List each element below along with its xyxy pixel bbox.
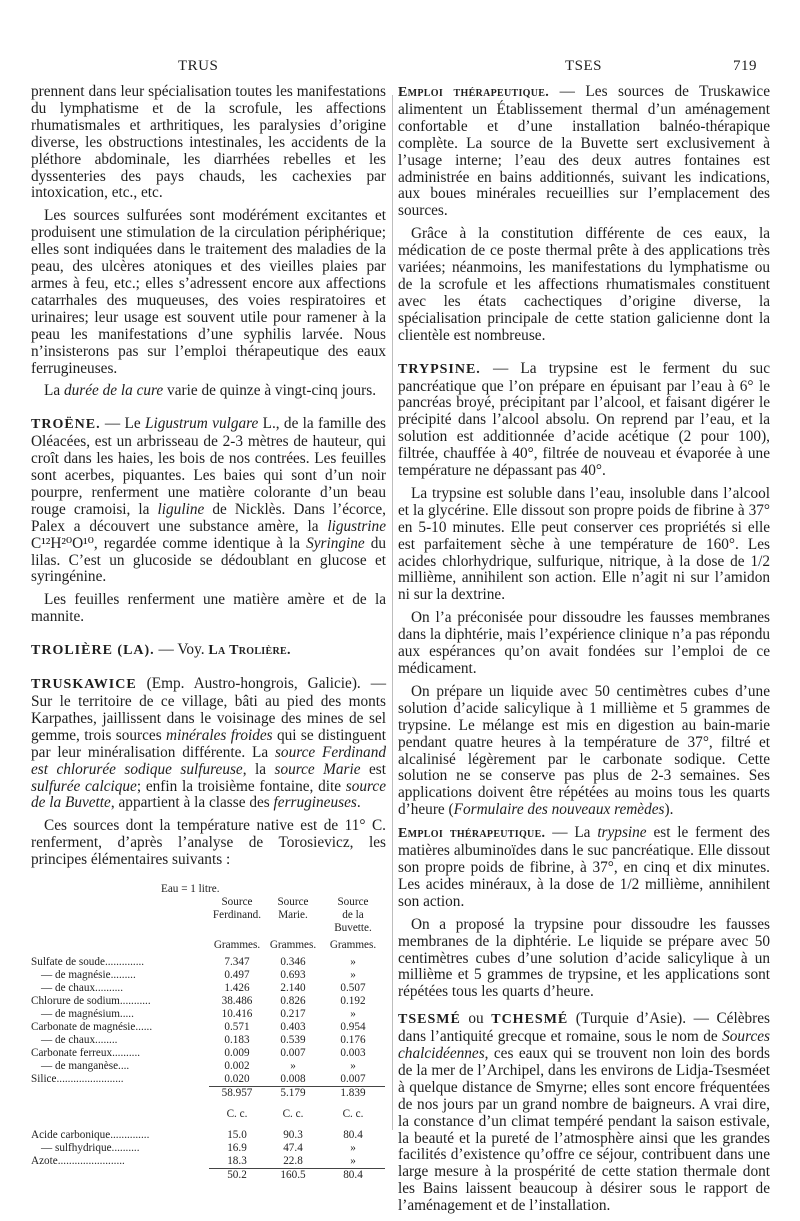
unit-row: C. c. C. c. C. c.: [226, 1108, 364, 1121]
row-label: — sulfhydrique..........: [41, 1142, 140, 1155]
subheading: Emploi thérapeutique.: [398, 85, 550, 100]
mineral-analysis-table: [31, 883, 386, 1182]
right-column: [398, 84, 770, 1221]
headword: TROËNE.: [31, 417, 101, 433]
table-cell: 18.3: [227, 1155, 247, 1168]
table-cell: »: [350, 969, 356, 982]
entry-truskawice: TRUSKAWICE (Emp. Austro-hongrois, Galicie). — Sur le territoire de ce village, bâti au pied des monts Karpathes, jaillissent dans le voisinage des mines de sel gemme, trois sources minérales froides qui se distinguent par leur minéralisation différente. La source Ferdinand est chlorurée sodique sulfureuse, la source Marie est sulfurée calcique; enfin la troisième fontaine, dite source de la Buvette, appartient à la classe des ferrugineuses.: [31, 675, 387, 812]
entry-trypsine: TRYPSINE. — La trypsine est le ferment du suc pancréatique que l’on prépare en épuisant par l’eau à 6° le pancréas broyé, précipitant par l’alcool, et faisant digérer le précipité dans l’alcool absolu. On reprend par l’eau, et la solution est additionnée d’acide acétique (2 pour 100), filtrée, chauffée à 40°, filtrée de nouveau et évaporée à une température ne dépassant pas 40°.: [398, 359, 770, 480]
column-divider: [392, 95, 393, 1130]
table-cell: 0.009: [224, 1047, 250, 1060]
running-head-left: TRUS: [178, 58, 219, 74]
table-row: [31, 1021, 386, 1034]
table-cell: 10.416: [221, 1008, 253, 1021]
headword: TCHESMÉ: [491, 1012, 569, 1028]
paragraph: Ces sources dont la température native est de 11° C. renferment, d’après l’analyse de Torosievicz, les principes élémentaires suivants :: [31, 817, 386, 869]
table-row: [31, 1047, 386, 1060]
row-label: Carbonate de magnésie......: [31, 1021, 153, 1034]
total-row: 58.957 5.179 1.839: [31, 1086, 386, 1100]
table-cell: 0.497: [224, 969, 250, 982]
table-cell: 38.486: [221, 995, 253, 1008]
table-cell: 0.693: [280, 969, 306, 982]
paragraph: Les sources sulfurées sont modérément excitantes et produisent une stimulation de la circulation périphérique; elles sont indiquées dans le traitement des maladies de la peau, des ulcères atoniques et des vieilles plaies par armes à feu, etc.; elles s’adressent encore aux affections catarrhales des muqueuses, des voies respiratoires et urinaires; leur usage est souvent utile pour ramener à la peau les manifestations d’une syphilis larvée. Nous n’insisterons pas sur l’emploi thérapeutique des eaux ferrugineuses.: [31, 207, 386, 377]
table-cell: »: [350, 1155, 356, 1168]
column-header: Source de la Buvette.: [334, 896, 372, 935]
table-cell: 1.426: [224, 982, 250, 995]
paragraph: Emploi thérapeutique. — La trypsine est le ferment des matières albuminoïdes dans le suc pancréatique. Elle dissout son propre poids de fibrine, à 37°, en cinq et dix minutes. Les acides minéraux, à la dose de 1/2 millième, annihilent son action.: [398, 824, 770, 910]
subheading: Emploi thérapeutique.: [398, 826, 546, 842]
page-number: 719: [733, 58, 757, 74]
row-label: Acide carbonique..............: [31, 1129, 150, 1142]
table-cell: 90.3: [283, 1129, 303, 1142]
row-label: Chlorure de sodium...........: [31, 995, 151, 1008]
table-cell: 0.403: [280, 1021, 306, 1034]
table-row: [31, 1129, 386, 1142]
paragraph: On prépare un liquide avec 50 centimètres cubes d’une solution d’acide salicylique à 1 millième et 5 grammes de trypsine. Le mélange est mis en digestion au bain-marie pendant quatre heures à la température de 37°, filtré et alcalinisé légèrement par le carbonate sodique. Cette solution ne se conserve pas plus de 2-3 semaines. Ses applications doivent être répétées au moins tous les quarts d’heure (Formulaire des nouveaux remèdes).: [398, 682, 770, 819]
table-row: [31, 1008, 386, 1021]
headword: TRYPSINE.: [398, 361, 481, 377]
table-cell: 0.192: [340, 995, 366, 1008]
table-row: [31, 1155, 386, 1168]
running-head-center: TSES: [565, 58, 603, 74]
headword: TROLIÈRE (LA).: [31, 643, 155, 659]
table-row: [31, 956, 386, 969]
cross-reference: La Trolière.: [208, 643, 291, 659]
table-cell: 0.954: [340, 1021, 366, 1034]
row-label: Silice........................: [31, 1073, 124, 1086]
table-row: [31, 969, 386, 982]
entry-tsesme: TSESMÉ ou TCHESMÉ (Turquie d’Asie). — Célèbres dans l’antiquité grecque et romaine, sous le nom de Sources chalcidéennes, ces eaux qui se trouvent non loin des bords de la mer de l’Archipel, dans les environs de Lidja-Tsesméet à quelque distance de Smyrne; elles sont encore fréquentées de nos jours par un grand nombre de baigneurs. A vrai dire, la constance d’un climat tempéré pendant la saison estivale, la beauté et la pureté de l’atmosphère ainsi que les grandes facilités d’existence qu’offre ce séjour, contribuent dans une large mesure à la prospérité de cette station thermale dont les Bains laissent beaucoup à désirer sous le rapport de l’aménagement et de l’installation.: [398, 1010, 770, 1215]
entry-troene: TROËNE. — Le Ligustrum vulgare L., de la famille des Oléacées, est un arbrisseau de 2-3 mètres de hauteur, qui croît dans les haies, les bois de nos contrées. Les feuilles sont acerbes, piquantes. Les baies qui sont d’un noir pourpre, renferment une matière colorante d’un beau rouge cramoisi, la liguline de Nicklès. Dans l’écorce, Palex a découvert une substance amère, la ligustrine C¹²H²⁰O¹⁰, regardée comme identique à la Syringine du lilas. C’est un glucoside se dédoublant en glucose et syringénine.: [31, 415, 387, 586]
total-row: 50.2 160.5 80.4: [31, 1168, 386, 1182]
table-header-row: [31, 896, 386, 935]
table-row: [31, 1034, 386, 1047]
column-header: Source Marie.: [277, 896, 309, 922]
table-cell: 15.0: [227, 1129, 247, 1142]
paragraph: On l’a préconisée pour dissoudre les fausses membranes dans la diphtérie, mais l’expérience clinique n’a pas répondu aux espérances qu’on avait fondées sur l’emploi de ce médicament.: [398, 609, 770, 677]
table-cell: 0.507: [340, 982, 366, 995]
unit-row: Grammes. Grammes. Grammes.: [213, 939, 377, 952]
table-cell: 0.176: [340, 1034, 366, 1047]
table-cell: 2.140: [280, 982, 306, 995]
table-cell: 0.003: [340, 1047, 366, 1060]
table-row: [31, 982, 386, 995]
table-cell: 0.826: [280, 995, 306, 1008]
table-row: [31, 995, 386, 1008]
paragraph: Les feuilles renferment une matière amère et de la mannite.: [31, 591, 386, 626]
row-label: — de chaux........: [41, 1034, 118, 1047]
column-header: Source Ferdinand.: [212, 896, 262, 922]
table-cell: 0.346: [280, 956, 306, 969]
paragraph: Emploi thérapeutique. — Les sources de Truskawice alimentent un Établissement thermal d’un aménagement confortable et d’une installation balnéo-thérapique complète. La source de la Buvette sert exclusivement à l’usage interne; l’eau des deux autres fontaines est administrée en bains additionnés, suivant les indications, aux boues minérales recueillies sur l’emplacement des sources.: [398, 83, 770, 220]
table-cell: »: [350, 956, 356, 969]
row-label: — de manganèse....: [41, 1060, 130, 1073]
table-cell: 0.539: [280, 1034, 306, 1047]
table-cell: 16.9: [227, 1142, 247, 1155]
row-label: Sulfate de soude..............: [31, 956, 145, 969]
table-cell: 0.020: [224, 1073, 250, 1086]
table-cell: 0.008: [280, 1073, 306, 1086]
table-cell: 0.571: [224, 1021, 250, 1034]
paragraph: prennent dans leur spécialisation toutes les manifestations du lymphatisme et de la scrofule, les affections rhumatismales et arthritiques, les paralysies d’origine diverse, les obstructions intestinales, les accidents de la pléthore abdominale, les diarrhées rebelles et les dyssenteries des pays chauds, les cachexies par intoxication, etc., etc.: [31, 83, 386, 202]
row-label: Azote........................: [31, 1155, 125, 1168]
paragraph: La durée de la cure varie de quinze à vingt-cinq jours.: [44, 382, 377, 400]
table-cell: 0.217: [280, 1008, 306, 1021]
table-cell: »: [290, 1060, 296, 1073]
headword: TRUSKAWICE: [31, 677, 137, 693]
table-cell: 0.007: [340, 1073, 366, 1086]
row-label: Carbonate ferreux..........: [31, 1047, 141, 1060]
row-label: — de magnésium.....: [41, 1008, 134, 1021]
headword: TSESMÉ: [398, 1012, 461, 1028]
table-cell: 0.007: [280, 1047, 306, 1060]
entry-troliere: TROLIÈRE (LA). — Voy. La Trolière.: [31, 641, 291, 659]
table-cell: 7.347: [224, 956, 250, 969]
table-cell: 22.8: [283, 1155, 303, 1168]
table-cell: »: [350, 1142, 356, 1155]
table-cell: »: [350, 1008, 356, 1021]
paragraph: La trypsine est soluble dans l’eau, insoluble dans l’alcool et la glycérine. Elle dissout son propre poids de fibrine à 37° en 5-10 minutes. Elle peut conserver ces propriétés si elle est parfaitement sèche à une température de 160°. Les acides chlorhydrique, sulfurique, nitrique, à la dose de 1/2 millième, annihilent son action. Elle n’agit ni sur l’amidon ni sur la dextrine.: [398, 484, 770, 604]
table-row: [31, 1142, 386, 1155]
table-caption: Eau = 1 litre.: [161, 883, 220, 896]
paragraph: On a proposé la trypsine pour dissoudre les fausses membranes de la diphtérie. Le liquide se prépare avec 50 centimètres cubes d’une solution d’acide salicylique à un millième et 5 grammes de trypsine, et les applications sont répétées tous les quarts d’heure.: [398, 915, 770, 1001]
row-label: — de chaux..........: [41, 982, 124, 995]
table-cell: »: [350, 1060, 356, 1073]
table-cell: 0.002: [224, 1060, 250, 1073]
table-row: [31, 1060, 386, 1073]
table-cell: 80.4: [343, 1129, 363, 1142]
table-cell: 47.4: [283, 1142, 303, 1155]
left-column: [31, 84, 386, 1182]
row-label: — de magnésie.........: [41, 969, 136, 982]
table-row: [31, 1073, 386, 1086]
paragraph: Grâce à la constitution différente de ces eaux, la médication de ce poste thermal prête à des applications très variées; néanmoins, les manifestations du lymphatisme ou de la scrofule et les affections rhumatismales constituent avec les états cachectiques d’origine diverse, la spécialisation principale de cette station galicienne dont la clientèle est nombreuse.: [398, 225, 770, 344]
table-cell: 0.183: [224, 1034, 250, 1047]
